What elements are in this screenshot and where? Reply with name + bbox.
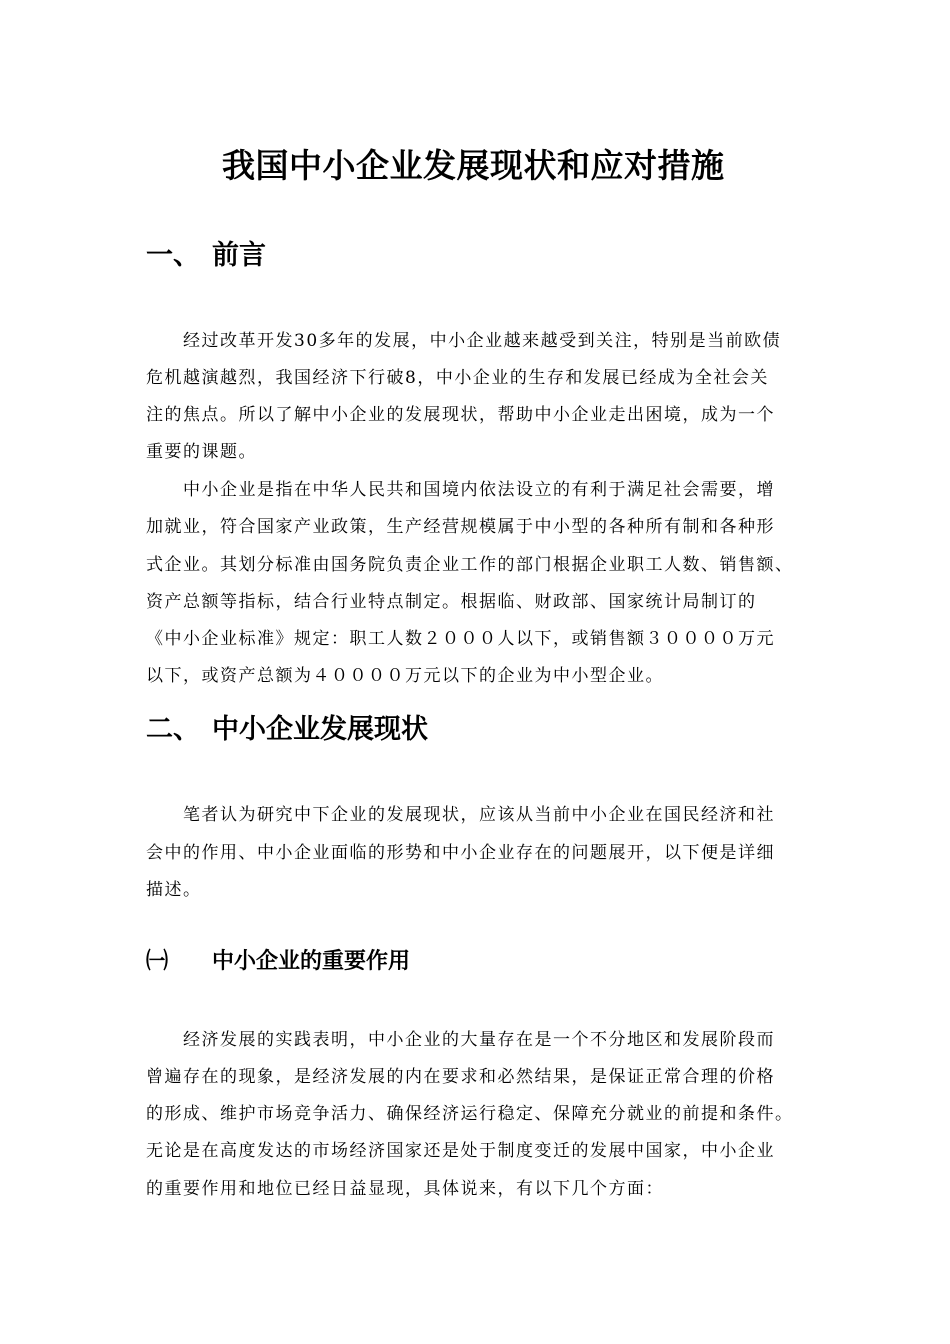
section-number: 一、 bbox=[146, 240, 200, 271]
paragraph-line: 曾遍存在的现象，是经济发展的内在要求和必然结果，是保证正常合理的价格 bbox=[146, 1067, 775, 1087]
section-title: 前言 bbox=[212, 240, 266, 271]
section-number: 二、 bbox=[146, 714, 200, 745]
paragraph-line: 注的焦点。所以了解中小企业的发展现状，帮助中小企业走出困境，成为一个 bbox=[146, 405, 775, 425]
paragraph-line: 重要的课题。 bbox=[146, 442, 257, 462]
paragraph-line: 加就业，符合国家产业政策，生产经营规模属于中小型的各种所有制和各种形 bbox=[146, 517, 775, 537]
section-heading-status bbox=[146, 707, 428, 746]
subsection-title: 中小企业的重要作用 bbox=[212, 949, 411, 974]
paragraph-line: 的形成、维护市场竞争活力、确保经济运行稳定、保障充分就业的前提和条件。 bbox=[146, 1104, 794, 1124]
paragraph-line: 危机越演越烈，我国经济下行破8，中小企业的生存和发展已经成为全社会关 bbox=[146, 368, 769, 388]
document-title: 我国中小企业发展现状和应对措施 bbox=[222, 146, 725, 185]
section-title: 中小企业发展现状 bbox=[212, 714, 428, 745]
paragraph-line: 式企业。其划分标准由国务院负责企业工作的部门根据企业职工人数、销售额、 bbox=[146, 555, 794, 575]
paragraph-line: 以下，或资产总额为４００００万元以下的企业为中小型企业。 bbox=[146, 666, 664, 686]
paragraph-line: 描述。 bbox=[146, 880, 202, 900]
section-heading-preface bbox=[146, 233, 266, 272]
paragraph-line: 经济发展的实践表明，中小企业的大量存在是一个不分地区和发展阶段而 bbox=[183, 1030, 775, 1050]
paragraph-line: 会中的作用、中小企业面临的形势和中小企业存在的问题展开，以下便是详细 bbox=[146, 843, 775, 863]
paragraph-line: 的重要作用和地位已经日益显现，具体说来，有以下几个方面： bbox=[146, 1179, 664, 1199]
paragraph-line: 中小企业是指在中华人民共和国境内依法设立的有利于满足社会需要，增 bbox=[183, 480, 775, 500]
paragraph-line: 笔者认为研究中下企业的发展现状，应该从当前中小企业在国民经济和社 bbox=[183, 805, 775, 825]
subsection-number: ㈠ bbox=[146, 949, 169, 974]
paragraph-line: 经过改革开发30多年的发展，中小企业越来越受到关注，特别是当前欧债 bbox=[183, 331, 782, 351]
paragraph-line: 《中小企业标准》规定：职工人数２０００人以下，或销售额３００００万元 bbox=[146, 629, 775, 649]
paragraph-line: 无论是在高度发达的市场经济国家还是处于制度变迁的发展中国家，中小企业 bbox=[146, 1141, 775, 1161]
subsection-heading-role bbox=[146, 944, 410, 975]
paragraph-line: 资产总额等指标，结合行业特点制定。根据临、财政部、国家统计局制订的 bbox=[146, 592, 757, 612]
